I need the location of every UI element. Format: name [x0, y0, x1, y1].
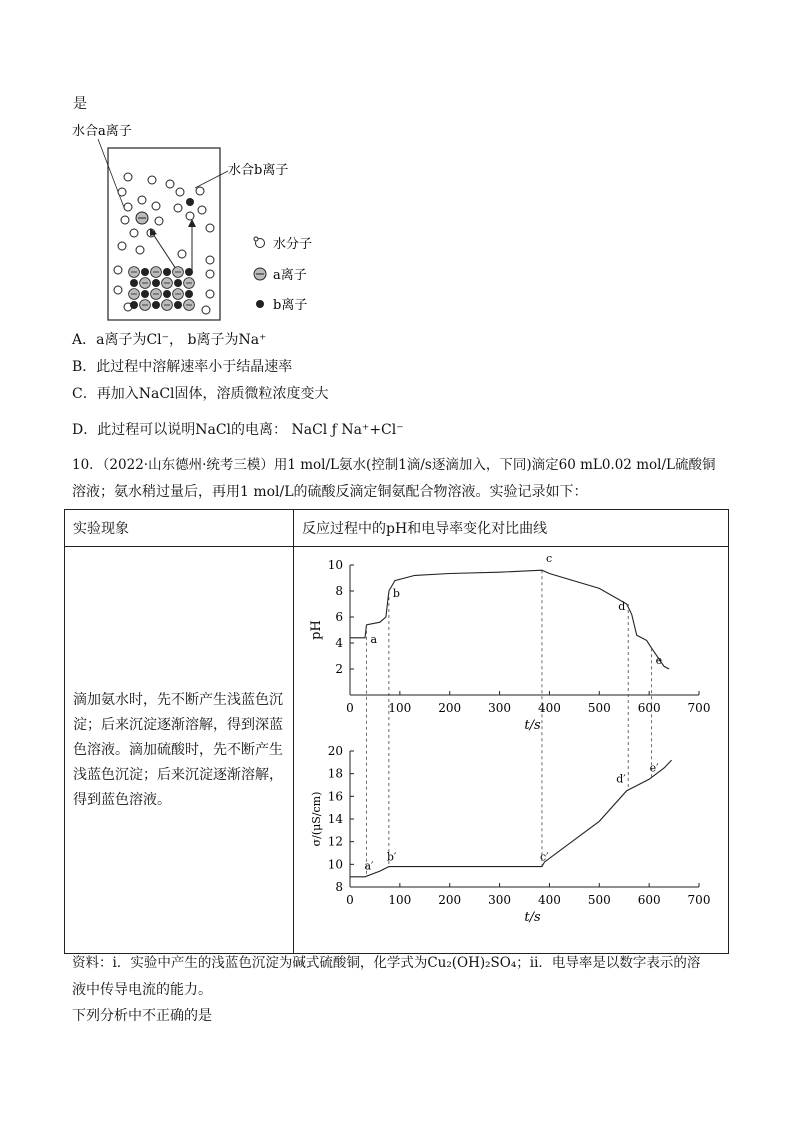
option-d-letter: D．: [72, 422, 98, 438]
option-d: [72, 421, 404, 439]
x-tick-label: 200: [438, 701, 462, 715]
experiment-table: [64, 509, 729, 954]
lead-text: 是: [73, 96, 87, 112]
hydrated-a-cluster: [121, 196, 163, 237]
y-tick-label: 18: [327, 766, 343, 781]
legend-b-ion: [256, 298, 307, 313]
annotation-label: c′: [539, 850, 549, 864]
option-c-text: 再加入NaCl固体，溶质微粒浓度变大: [96, 386, 329, 402]
x-tick-label: 100: [388, 701, 412, 715]
observation-line: 色溶液。滴加硫酸时，先不断产生: [73, 741, 283, 758]
x-axis-label: t/s: [524, 910, 541, 925]
y-axis-label: pH: [309, 620, 324, 640]
annotation-label: e: [655, 654, 663, 668]
lattice-b-ion: [163, 290, 171, 298]
conductivity-chart: [310, 744, 710, 925]
dissolution-diagram: [70, 122, 340, 322]
pointer-line-a: [98, 139, 125, 210]
option-b: [72, 358, 292, 376]
option-a-text: a离子为Cl⁻， b离子为Na⁺: [96, 332, 267, 348]
y-axis-label: σ/(μS/cm): [310, 791, 323, 847]
x-tick-label: 700: [687, 701, 711, 715]
lattice-b-ion: [163, 268, 171, 276]
y-tick-label: 10: [327, 857, 343, 872]
x-tick-label: 500: [587, 893, 611, 907]
x-tick-label: 300: [488, 893, 512, 907]
lattice-b-ion: [130, 301, 138, 309]
legend-water-label: 水分子: [273, 237, 313, 252]
lattice-b-ion: [130, 279, 138, 287]
question-line-2: 溶液；氨水稍过量后，再用1 mol/L的硫酸反滴定铜氨配合物溶液。实验记录如下：: [72, 484, 588, 500]
observation-line: 得到蓝色溶液。: [73, 791, 171, 808]
nacl-crystal-lattice: [129, 267, 195, 311]
hydrated-b-cluster: [174, 187, 206, 220]
option-c: [72, 385, 329, 403]
observation-cell: [65, 547, 294, 954]
series-line: [350, 570, 669, 669]
label-hydrated-b: 水合b离子: [228, 163, 289, 178]
annotation-label: c: [545, 552, 553, 566]
lattice-b-ion: [185, 290, 193, 298]
x-tick-label: 0: [346, 701, 354, 715]
y-tick-label: 6: [335, 610, 343, 624]
legend-a-ion: [254, 268, 307, 283]
lattice-b-ion: [152, 301, 160, 309]
x-tick-label: 300: [488, 701, 512, 715]
ph-conductivity-charts: [294, 547, 728, 949]
y-tick-label: 12: [327, 834, 343, 849]
notes-line-1: 资料：ⅰ．实验中产生的浅蓝色沉淀为碱式硫酸铜，化学式为Cu₂(OH)₂SO₄；ⅱ．电导率是以数字表示的溶: [72, 955, 701, 971]
legend-a-label: a离子: [273, 268, 307, 283]
annotation-label: b: [392, 587, 400, 600]
question-line-1: 10．（2022·山东德州·统考三模）用1 mol/L氨水(控制1滴/s逐滴加入，下同)滴定60 mL0.02 mol/L硫酸铜: [72, 457, 716, 473]
legend-b-label: b离子: [273, 298, 308, 313]
x-tick-label: 200: [438, 893, 462, 907]
observation-line: 浅蓝色沉淀；后来沉淀逐渐溶解，: [73, 766, 283, 783]
x-tick-label: 100: [388, 893, 412, 907]
ph-chart: [309, 552, 710, 733]
option-b-text: 此过程中溶解速率小于结晶速率: [96, 359, 293, 375]
notes-line-2: 液中传导电流的能力。: [72, 982, 212, 998]
label-hydrated-a: 水合a离子: [72, 124, 132, 139]
x-tick-label: 700: [687, 893, 711, 907]
annotation-label: a: [370, 632, 378, 646]
option-a-letter: A．: [72, 332, 97, 348]
annotation-label: a′: [364, 859, 374, 873]
annotation-label: d′: [616, 772, 626, 786]
y-tick-label: 8: [335, 880, 343, 894]
observation-text: [65, 688, 291, 813]
legend-water: [254, 236, 312, 252]
option-c-letter: C．: [72, 386, 97, 402]
x-axis-label: t/s: [524, 718, 541, 733]
x-tick-label: 600: [637, 893, 661, 907]
y-tick-label: 10: [327, 558, 343, 572]
x-tick-label: 0: [346, 893, 354, 907]
header-left-cell: [65, 510, 294, 547]
header-right-cell: [294, 510, 729, 547]
lattice-b-ion: [141, 268, 149, 276]
option-b-letter: B．: [72, 359, 97, 375]
lattice-b-ion: [185, 268, 193, 276]
y-tick-label: 8: [335, 584, 343, 598]
header-observation: 实验现象: [73, 521, 129, 537]
y-tick-label: 2: [335, 662, 343, 676]
header-curves: 反应过程中的pH和电导率变化对比曲线: [302, 521, 548, 537]
lattice-b-ion: [174, 279, 182, 287]
notes-line-3: 下列分析中不正确的是: [72, 1008, 212, 1024]
annotation-label: b′: [386, 850, 397, 864]
annotation-label: e′: [649, 761, 659, 775]
lattice-b-ion: [141, 290, 149, 298]
annotation-label: d: [618, 600, 626, 613]
y-tick-label: 4: [335, 636, 343, 650]
y-tick-label: 14: [327, 812, 343, 826]
lattice-b-ion: [152, 279, 160, 287]
observation-line: 淀；后来沉淀逐渐溶解，得到深蓝: [73, 716, 283, 733]
y-tick-label: 16: [327, 789, 343, 804]
observation-line: 滴加氨水时，先不断产生浅蓝色沉: [73, 691, 283, 708]
chart-cell: [294, 547, 729, 954]
option-a: [72, 331, 266, 349]
y-tick-label: 20: [327, 744, 343, 758]
x-tick-label: 500: [587, 701, 611, 715]
pointer-line-b: [195, 171, 228, 188]
lattice-b-ion: [174, 301, 182, 309]
x-tick-label: 400: [537, 701, 561, 715]
option-d-text: 此过程可以说明NaCl的电离： NaCl ƒ Na⁺+Cl⁻: [97, 422, 404, 438]
x-tick-label: 400: [537, 893, 561, 907]
x-tick-label: 600: [637, 701, 661, 715]
